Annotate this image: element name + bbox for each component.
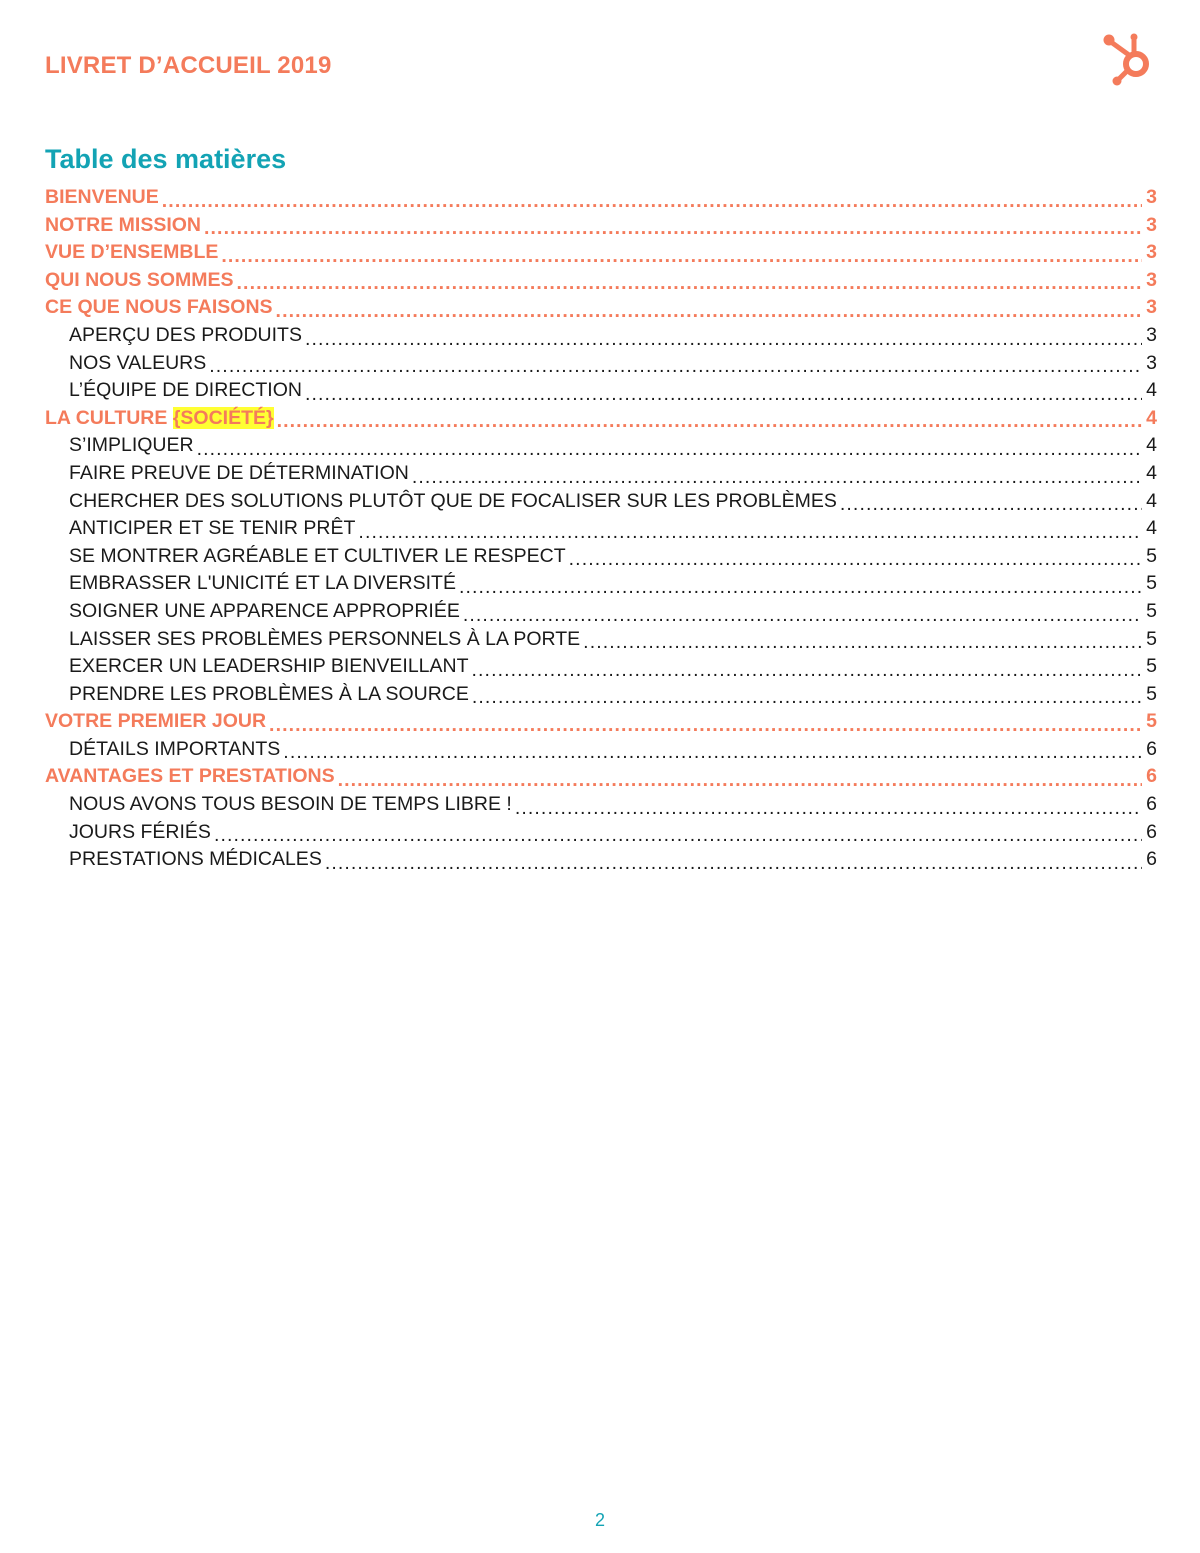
toc-entry-title: [69, 515, 355, 543]
toc-entry-page-number: 3: [1146, 268, 1157, 291]
toc-entry-page-number: 4: [1146, 434, 1157, 457]
toc-entry-page-number: 5: [1146, 627, 1157, 650]
toc-entry[interactable]: [45, 570, 1157, 598]
toc-entry[interactable]: [45, 653, 1157, 681]
toc-entry[interactable]: [45, 515, 1157, 543]
toc-entry[interactable]: [45, 239, 1157, 267]
toc-entry-page-number: 4: [1146, 517, 1157, 540]
toc-entry-title: [69, 322, 302, 350]
toc-entry-page-number: 6: [1146, 737, 1157, 760]
document-header-title: LIVRET D’ACCUEIL 2019: [45, 52, 332, 79]
toc-entry-title: [45, 708, 266, 736]
toc-entry-title-text: PRENDRE LES PROBLÈMES À LA SOURCE: [69, 682, 469, 705]
toc-entry-title: [69, 543, 566, 571]
toc-entry-page-number: 4: [1146, 379, 1157, 402]
toc-dot-leader: [412, 466, 1142, 488]
toc-entry[interactable]: [45, 184, 1157, 212]
toc-entry-title-text: FAIRE PREUVE DE DÉTERMINATION: [69, 461, 409, 484]
toc-entry-title-text: LAISSER SES PROBLÈMES PERSONNELS À LA PORTE: [69, 627, 581, 650]
toc-dot-leader: [305, 328, 1142, 350]
toc-entry-title: [45, 405, 274, 433]
toc-dot-leader: [162, 190, 1142, 212]
toc-entry[interactable]: [45, 488, 1157, 516]
toc-entry-page-number: 5: [1146, 682, 1157, 705]
toc-dot-leader: [237, 272, 1142, 294]
toc-entry[interactable]: [45, 763, 1157, 791]
toc-dot-leader: [305, 383, 1142, 405]
toc-entry[interactable]: [45, 405, 1157, 433]
toc-entry-page-number: 5: [1146, 655, 1157, 678]
toc-dot-leader: [197, 438, 1142, 460]
toc-dot-leader: [472, 659, 1142, 681]
toc-entry[interactable]: [45, 543, 1157, 571]
toc-entry-title: [69, 350, 206, 378]
toc-entry[interactable]: [45, 791, 1157, 819]
toc-entry-page-number: 6: [1146, 820, 1157, 843]
toc-dot-leader: [515, 797, 1142, 819]
toc-entry-title: [45, 294, 273, 322]
toc-entry[interactable]: [45, 736, 1157, 764]
table-of-contents: [45, 184, 1157, 874]
toc-entry-page-number: 3: [1146, 323, 1157, 346]
toc-entry[interactable]: [45, 294, 1157, 322]
toc-entry[interactable]: [45, 350, 1157, 378]
toc-entry-title: [69, 488, 837, 516]
toc-entry[interactable]: [45, 432, 1157, 460]
toc-dot-leader: [277, 410, 1142, 432]
toc-entry-title: [69, 570, 456, 598]
toc-entry-title: [69, 460, 409, 488]
toc-entry-title-text: DÉTAILS IMPORTANTS: [69, 737, 281, 760]
toc-dot-leader: [209, 355, 1142, 377]
toc-dot-leader: [583, 631, 1142, 653]
toc-entry-placeholder-highlight: {SOCIÉTÉ}: [172, 406, 274, 429]
toc-entry-title: [69, 819, 211, 847]
toc-dot-leader: [338, 769, 1142, 791]
toc-entry-page-number: 6: [1146, 765, 1157, 788]
toc-entry-title-text: CHERCHER DES SOLUTIONS PLUTÔT QUE DE FOCALISER SUR LES PROBLÈMES: [69, 489, 837, 512]
toc-entry-title-text: SOIGNER UNE APPARENCE APPROPRIÉE: [69, 599, 460, 622]
toc-dot-leader: [276, 300, 1142, 322]
toc-entry[interactable]: [45, 681, 1157, 709]
toc-entry-title-text: BIENVENUE: [45, 186, 159, 208]
toc-entry-title-text: NOS VALEURS: [69, 351, 207, 374]
toc-entry-title-text: EMBRASSER L'UNICITÉ ET LA DIVERSITÉ: [69, 572, 456, 595]
toc-entry-title-text: S’IMPLIQUER: [69, 434, 194, 457]
page-number: 2: [594, 1510, 605, 1530]
toc-dot-leader: [221, 245, 1142, 267]
toc-entry-title: [69, 681, 469, 709]
toc-heading: Table des matières: [45, 144, 287, 174]
toc-entry[interactable]: [45, 598, 1157, 626]
toc-dot-leader: [204, 217, 1142, 239]
toc-entry[interactable]: [45, 819, 1157, 847]
toc-entry-title-text: JOURS FÉRIÉS: [69, 820, 211, 843]
toc-entry-page-number: 3: [1146, 296, 1157, 319]
toc-entry-title-text: ANTICIPER ET SE TENIR PRÊT: [69, 517, 356, 540]
toc-entry-page-number: 3: [1146, 351, 1157, 374]
toc-entry-title-text: APERÇU DES PRODUITS: [69, 323, 302, 346]
toc-entry-title: [69, 791, 512, 819]
toc-entry[interactable]: [45, 377, 1157, 405]
toc-entry-title: [45, 763, 335, 791]
toc-entry-title: [69, 432, 194, 460]
toc-dot-leader: [214, 824, 1142, 846]
toc-entry[interactable]: [45, 708, 1157, 736]
toc-entry-title-text: VOTRE PREMIER JOUR: [45, 710, 267, 733]
toc-entry-page-number: 5: [1146, 599, 1157, 622]
toc-dot-leader: [358, 521, 1142, 543]
toc-dot-leader: [463, 604, 1142, 626]
toc-entry[interactable]: [45, 460, 1157, 488]
toc-entry[interactable]: [45, 212, 1157, 240]
toc-entry-title-text: AVANTAGES ET PRESTATIONS: [45, 765, 335, 788]
toc-entry[interactable]: [45, 267, 1157, 295]
toc-dot-leader: [472, 686, 1142, 708]
toc-entry-page-number: 3: [1146, 241, 1157, 264]
toc-entry[interactable]: [45, 626, 1157, 654]
toc-entry-page-number: 3: [1146, 186, 1157, 208]
toc-entry-page-number: 6: [1146, 793, 1157, 816]
toc-entry-title: [69, 846, 322, 874]
toc-entry-title: [45, 267, 234, 295]
toc-entry-page-number: 5: [1146, 544, 1157, 567]
toc-dot-leader: [269, 714, 1142, 736]
toc-entry-title-text: NOUS AVONS TOUS BESOIN DE TEMPS LIBRE !: [69, 793, 512, 816]
toc-entry-title-text: NOTRE MISSION: [45, 213, 202, 236]
toc-entry[interactable]: [45, 322, 1157, 350]
toc-entry-title: [45, 239, 218, 267]
toc-dot-leader: [325, 852, 1142, 874]
toc-dot-leader: [569, 548, 1142, 570]
toc-entry-title: [69, 598, 460, 626]
toc-dot-leader: [459, 576, 1142, 598]
toc-entry-title: [69, 653, 469, 681]
toc-entry-page-number: 3: [1146, 213, 1157, 236]
toc-entry-title-text: PRESTATIONS MÉDICALES: [69, 848, 322, 871]
toc-entry[interactable]: [45, 846, 1157, 874]
toc-dot-leader: [283, 741, 1142, 763]
toc-entry-title-text: VUE D’ENSEMBLE: [45, 241, 219, 264]
toc-entry-title: [45, 212, 201, 240]
toc-entry-page-number: 5: [1146, 710, 1157, 733]
toc-entry-page-number: 5: [1146, 572, 1157, 595]
toc-entry-page-number: 4: [1146, 406, 1157, 429]
toc-entry-title-text: EXERCER UN LEADERSHIP BIENVEILLANT: [69, 655, 469, 678]
toc-entry-title: [45, 184, 159, 212]
toc-entry-title-text: CE QUE NOUS FAISONS: [45, 296, 273, 319]
toc-entry-page-number: 4: [1146, 461, 1157, 484]
sprocket-logo-icon: [1098, 30, 1160, 90]
toc-dot-leader: [840, 493, 1142, 515]
toc-entry-title-text: L’ÉQUIPE DE DIRECTION: [69, 379, 302, 402]
toc-entry-title-text: QUI NOUS SOMMES: [45, 268, 234, 291]
toc-entry-page-number: 4: [1146, 489, 1157, 512]
toc-entry-title-text: LA CULTURE: [45, 406, 173, 429]
toc-entry-title: [69, 377, 302, 405]
toc-entry-title: [69, 736, 280, 764]
toc-entry-title: [69, 626, 580, 654]
toc-entry-title-text: SE MONTRER AGRÉABLE ET CULTIVER LE RESPECT: [69, 544, 566, 567]
toc-entry-page-number: 6: [1146, 848, 1157, 871]
